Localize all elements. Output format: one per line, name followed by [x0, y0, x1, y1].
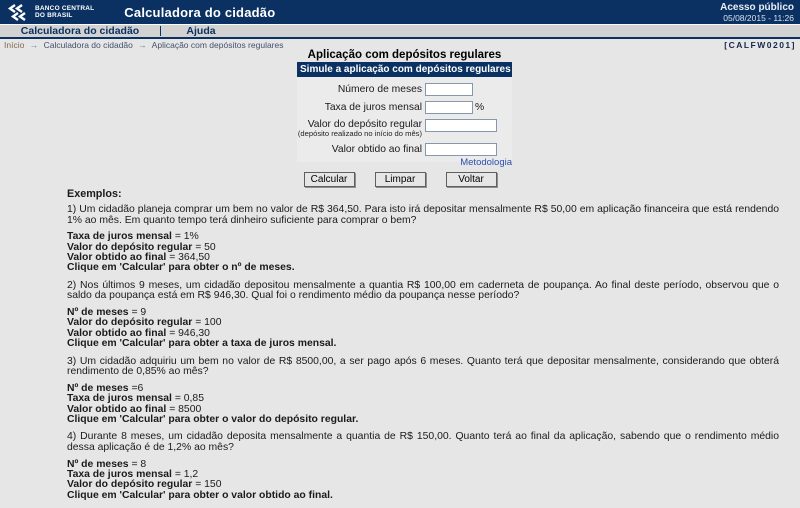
example-2-params: [67, 308, 779, 350]
example-3-description: 3) Um cidadão adquiriu um bem no valor de R$ 8500,00, a ser pago após 6 meses. Quanto terá que depositar mensalmente, considerando que obterá rendimento de 0,85% ao mês?: [67, 355, 779, 378]
param-value: = 946,30: [169, 327, 210, 339]
param-value: = 9: [131, 307, 147, 318]
example-3-instruction: Clique em 'Calcular' para obter o valor do depósito regular.: [67, 414, 359, 426]
example-2-instruction: Clique em 'Calcular' para obter a taxa de juros mensal.: [67, 338, 337, 350]
numero-de-meses-input[interactable]: [425, 83, 473, 96]
valor-deposito-label-main: Valor do depósito regular: [307, 119, 422, 130]
param-label: Taxa de juros mensal: [67, 393, 172, 405]
examples-section: [67, 188, 779, 508]
param-label: Valor do depósito regular: [67, 479, 193, 491]
example-1-description: 1) Um cidadão planeja comprar um bem no valor de R$ 364,50. Para isto irá depositar mensalmente R$ 50,00 em aplicação financeira que está rendendo 1% ao mês. Em quanto tempo terá dinheiro suficiente para comprar o bem?: [67, 204, 779, 226]
param-value: = 1%: [174, 231, 199, 243]
valor-final-label: Valor obtido ao final: [331, 144, 422, 155]
percent-suffix: %: [475, 102, 485, 113]
breadcrumb-link-calculadora[interactable]: Calculadora do cidadão: [43, 40, 133, 50]
tab-calculadora[interactable]: Calculadora do cidadão: [20, 25, 140, 37]
example-1-instruction: Clique em 'Calcular' para obter o nº de meses.: [67, 262, 295, 274]
param-label: Taxa de juros mensal: [67, 231, 172, 243]
form-title: Aplicação com depósitos regulares: [307, 49, 502, 61]
methodology-link[interactable]: Metodologia: [460, 157, 512, 168]
breadcrumb-link-inicio[interactable]: Início: [4, 40, 25, 50]
breadcrumb-separator-icon: →: [138, 40, 147, 50]
valor-deposito-sublabel: (depósito realizado no início do mês): [297, 129, 422, 138]
taxa-de-juros-label: Taxa de juros mensal: [324, 102, 422, 113]
example-4-description: 4) Durante 8 meses, um cidadão deposita mensalmente a quantia de R$ 150,00. Quanto terá ao final da aplicação, sabendo que o rendimento médio dessa aplicação é de 1,2% ao mês?: [67, 431, 779, 454]
logo-line1: BANCO CENTRAL: [35, 5, 95, 12]
param-value: = 8: [131, 458, 147, 470]
bcb-logo: [7, 4, 94, 21]
valor-final-input[interactable]: [425, 143, 497, 156]
limpar-button[interactable]: Limpar: [375, 172, 426, 187]
app-title: Calculadora do cidadão: [124, 4, 276, 20]
valor-deposito-input[interactable]: [425, 119, 497, 132]
voltar-button[interactable]: Voltar: [446, 172, 497, 187]
param-value: = 50: [195, 241, 216, 253]
breadcrumb: [4, 40, 284, 50]
param-value: = 0,85: [174, 393, 204, 405]
simulation-panel: [297, 62, 512, 162]
examples-heading: Exemplos:: [67, 188, 122, 200]
param-label: Valor obtido ao final: [67, 327, 167, 339]
param-value: = 150: [195, 479, 222, 491]
page-code: [CALFW0201]: [724, 40, 796, 50]
param-label: Valor obtido ao final: [67, 403, 167, 415]
header-datetime: 05/08/2015 - 11:26: [723, 12, 794, 23]
access-label: Acesso público: [720, 1, 794, 13]
example-4-params: [67, 460, 779, 502]
example-3-params: [67, 384, 779, 426]
example-4-instruction: Clique em 'Calcular' para obter o valor obtido ao final.: [67, 489, 333, 501]
param-value: = 1,2: [174, 469, 199, 481]
breadcrumb-current: Aplicação com depósitos regulares: [151, 40, 284, 50]
tab-bar: [0, 24, 800, 39]
field-row-final: [297, 143, 512, 156]
panel-header: Simule a aplicação com depósitos regulares: [297, 62, 512, 77]
param-label: Nº de meses: [67, 382, 129, 394]
valor-deposito-label: [297, 119, 425, 138]
param-label: Nº de meses: [67, 458, 129, 470]
logo-line2: DO BRASIL: [35, 12, 73, 19]
param-label: Valor do depósito regular: [67, 317, 193, 329]
bcb-logo-icon: [7, 4, 31, 21]
example-2-description: 2) Nos últimos 9 meses, um cidadão depositou mensalmente a quantia R$ 100,00 em caderneta de poupança. Ao final deste período, observou que o saldo da poupança está em R$ 946,30. Qual foi o rendimento médio da poupança nesse período?: [67, 279, 779, 302]
example-1-params: [67, 232, 779, 274]
param-label: Valor do depósito regular: [67, 241, 193, 253]
param-value: =6: [131, 382, 144, 394]
param-value: = 364,50: [169, 252, 210, 263]
param-label: Valor obtido ao final: [67, 252, 167, 263]
param-label: Nº de meses: [67, 307, 129, 318]
numero-de-meses-label: Número de meses: [337, 84, 422, 95]
header-right: [720, 2, 794, 23]
tab-ajuda[interactable]: Ajuda: [186, 25, 216, 37]
top-header: [0, 0, 800, 24]
taxa-de-juros-input[interactable]: [425, 101, 473, 114]
calcular-button[interactable]: Calcular: [304, 172, 355, 187]
button-row: [0, 172, 800, 187]
breadcrumb-separator-icon: →: [29, 40, 39, 50]
field-row-deposito: [297, 119, 512, 138]
field-row-taxa: [297, 101, 512, 114]
field-row-meses: [297, 83, 512, 96]
param-label: Taxa de juros mensal: [67, 469, 172, 481]
param-value: = 100: [195, 317, 222, 329]
param-value: = 8500: [169, 403, 202, 415]
bcb-logo-text: [35, 5, 94, 19]
panel-body: [297, 77, 512, 162]
